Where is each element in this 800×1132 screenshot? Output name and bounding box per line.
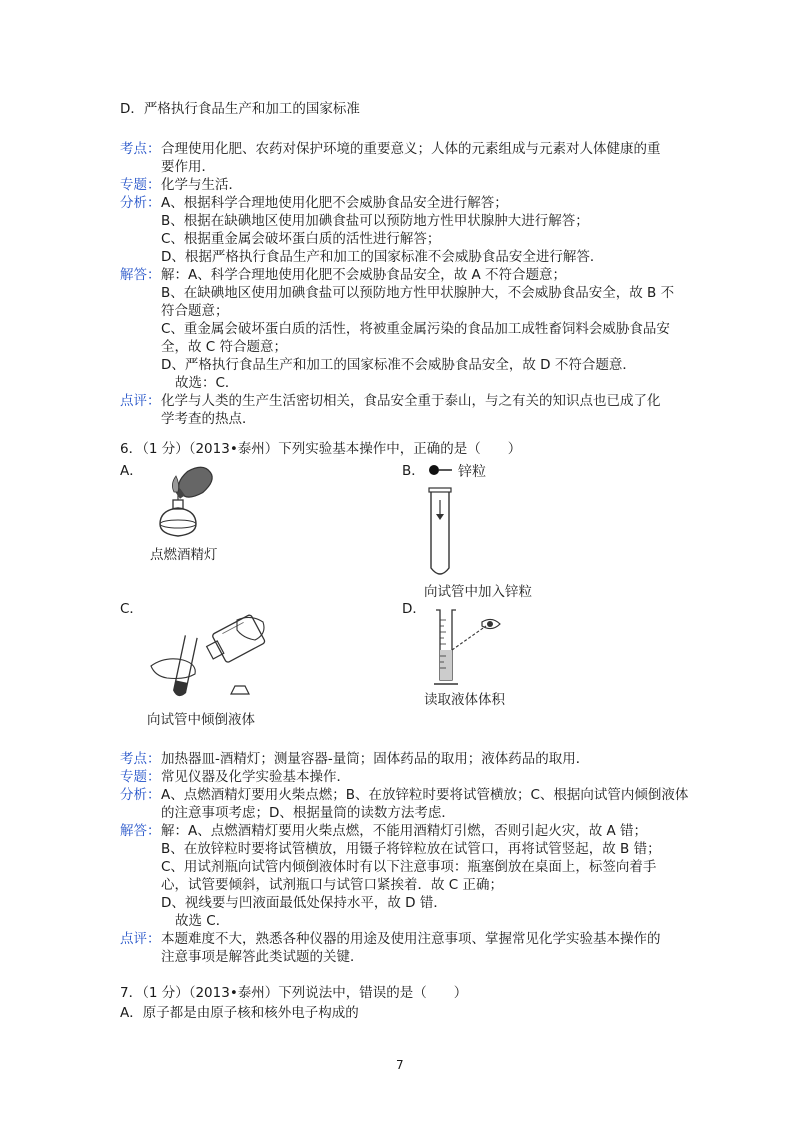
q6-jieda-line: D、视线要与凹液面最低处保持水平，故 D 错． xyxy=(161,895,447,911)
q5-dianping-line: 化学与人类的生产生活密切相关，食品安全重于泰山，与之有关的知识点也已成了化 xyxy=(161,393,661,409)
q6-dianping-tag: 点评： xyxy=(120,931,161,947)
graduated-cylinder-figure xyxy=(430,604,510,688)
q6-zhuanti: 常见仪器及化学实验基本操作． xyxy=(161,769,350,785)
q5-jieda-line: 故选：C． xyxy=(175,375,239,391)
q6-jieda-line: B、在放锌粒时要将试管横放，用镊子将锌粒放在试管口，再将试管竖起，故 B 错； xyxy=(161,841,661,857)
q5-option-d: D．严格执行食品生产和加工的国家标准 xyxy=(120,101,360,117)
page-number: 7 xyxy=(396,1058,404,1072)
q5-zhuanti: 化学与生活． xyxy=(161,177,242,193)
q5-dianping-line: 学考查的热点． xyxy=(161,411,256,427)
alcohol-lamp-figure xyxy=(140,462,230,544)
q6-fenxi-line: 的注意事项考虑；D、根据量筒的读数方法考虑． xyxy=(161,805,455,821)
q6-zhuanti-tag: 专题： xyxy=(120,769,161,785)
q6-dianping-line: 本题难度不大，熟悉各种仪器的用途及使用注意事项、掌握常见化学实验基本操作的 xyxy=(161,931,661,947)
q5-zhuanti-tag: 专题： xyxy=(120,177,161,193)
q6-option-d-label: D． xyxy=(402,601,426,617)
q5-jieda-line: D、严格执行食品生产和加工的国家标准不会威胁食品安全，故 D 不符合题意． xyxy=(161,357,636,373)
q5-fenxi-line: D、根据严格执行食品生产和加工的国家标准不会威胁食品安全进行解答． xyxy=(161,249,604,265)
q6-jieda-line: 故选 C． xyxy=(175,913,230,929)
q6-option-c-label: C． xyxy=(120,601,143,617)
q5-jieda-tag: 解答： xyxy=(120,267,161,283)
q6-dianping-line: 注意事项是解答此类试题的关键． xyxy=(161,949,364,965)
q6-fenxi-line: A、点燃酒精灯要用火柴点燃；B、在放锌粒时要将试管横放；C、根据向试管内倾倒液体 xyxy=(161,787,689,803)
q6-jieda-line: 解：A、点燃酒精灯要用火柴点燃，不能用酒精灯引燃，否则引起火灾，故 A 错； xyxy=(161,823,648,839)
q6-jieda-tag: 解答： xyxy=(120,823,161,839)
q6-kaodian: 加热器皿-酒精灯；测量容器-量筒；固体药品的取用；液体药品的取用． xyxy=(161,751,590,767)
q6-stem: 6．（1 分）（2013•泰州）下列实验基本操作中，正确的是（ ） xyxy=(120,441,522,457)
q6-option-d-caption: 读取液体体积 xyxy=(424,692,505,708)
q5-fenxi-line: A、根据科学合理地使用化肥不会威胁食品安全进行解答； xyxy=(161,195,508,211)
q6-option-a-caption: 点燃酒精灯 xyxy=(150,547,218,563)
q6-option-a-label: A． xyxy=(120,463,143,479)
q7-option-a: A．原子都是由原子核和核外电子构成的 xyxy=(120,1005,359,1021)
q5-kaodian-tag: 考点： xyxy=(120,141,161,157)
q6-option-b-label: B． xyxy=(402,463,425,479)
q6-kaodian-tag: 考点： xyxy=(120,751,161,767)
q6-option-b-caption: 向试管中加入锌粒 xyxy=(424,584,532,600)
q5-kaodian-line2: 要作用． xyxy=(161,159,215,175)
q5-fenxi-line: C、根据重金属会破坏蛋白质的活性进行解答； xyxy=(161,231,441,247)
q7-stem: 7．（1 分）（2013•泰州）下列说法中，错误的是（ ） xyxy=(120,985,468,1001)
q5-jieda-line: 符合题意； xyxy=(161,303,229,319)
q5-kaodian-line1: 合理使用化肥、农药对保护环境的重要意义；人体的元素组成与元素对人体健康的重 xyxy=(161,141,661,157)
q6-option-c-caption: 向试管中倾倒液体 xyxy=(147,712,255,728)
q6-jieda-line: C、用试剂瓶向试管内倾倒液体时有以下注意事项：瓶塞倒放在桌面上，标签向着手 xyxy=(161,859,657,875)
q6-jieda-line: 心，试管要倾斜，试剂瓶口与试管口紧挨着．故 C 正确； xyxy=(161,877,504,893)
q5-jieda-line: 解：A、科学合理地使用化肥不会威胁食品安全，故 A 不符合题意； xyxy=(161,267,567,283)
q5-fenxi-line: B、根据在缺碘地区使用加碘食盐可以预防地方性甲状腺肿大进行解答； xyxy=(161,213,589,229)
zinc-label: 锌粒 xyxy=(458,464,486,480)
q5-fenxi-tag: 分析： xyxy=(120,195,161,211)
q5-jieda-line: C、重金属会破坏蛋白质的活性，将被重金属污染的食品加工成牲畜饲料会威胁食品安 xyxy=(161,321,670,337)
q5-jieda-line: B、在缺碘地区使用加碘食盐可以预防地方性甲状腺肿大，不会威胁食品安全，故 B 不 xyxy=(161,285,675,301)
q5-jieda-line: 全，故 C 符合题意； xyxy=(161,339,288,355)
q5-dianping-tag: 点评： xyxy=(120,393,161,409)
q6-fenxi-tag: 分析： xyxy=(120,787,161,803)
pouring-liquid-figure xyxy=(145,606,275,706)
